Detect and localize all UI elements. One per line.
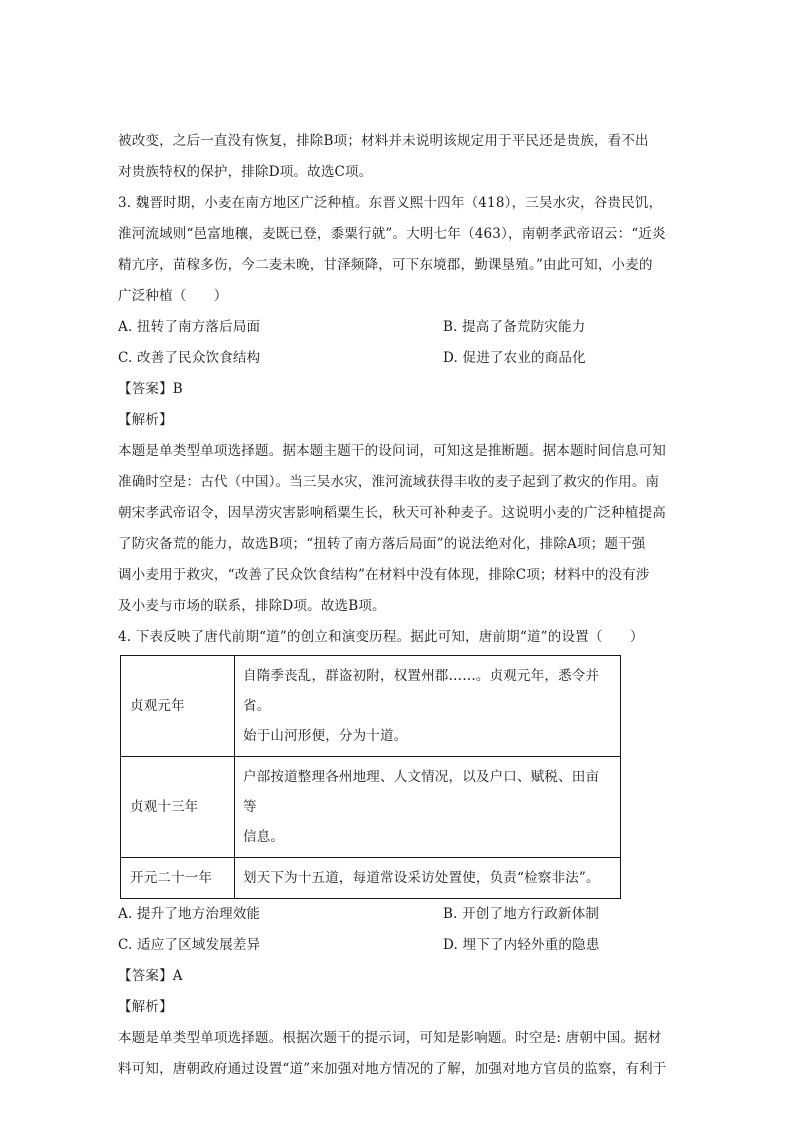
table-cell-line: 划天下为十五道，每道常设采访处置使，负责“检察非法”。 xyxy=(243,870,600,886)
question-4-stem: 4. 下表反映了唐代前期“道”的创立和演变历程。据此可知，唐前期“道”的设置（ ） xyxy=(118,629,644,645)
table-cell-line: 户部按道整理各州地理、人文情况，以及户口、赋税、田亩等 xyxy=(243,769,600,815)
table-row xyxy=(121,656,621,757)
table-cell-year: 贞观十三年 xyxy=(121,757,235,858)
question-3-options-row-2 xyxy=(118,343,678,374)
paragraph-line: 被改变，之后一直没有恢复，排除B项；材料并未说明该规定用于平民还是贵族，看不出 xyxy=(118,133,649,149)
table-cell-text xyxy=(235,757,621,858)
option-d: D. 促进了农业的商品化 xyxy=(443,350,586,366)
question-3-options-row-1 xyxy=(118,312,678,343)
table-row xyxy=(121,757,621,858)
answer-label: 【答案】B xyxy=(118,381,183,397)
option-c: C. 改善了民众饮食结构 xyxy=(118,350,261,366)
question-3-stem-line: 广泛种植（ ） xyxy=(118,288,228,304)
question-3-stem-line: 3. 魏晋时期，小麦在南方地区广泛种植。东晋义熙十四年（418），三吴水灾，谷贵民饥， xyxy=(118,195,663,211)
option-c: C. 适应了区域发展差异 xyxy=(118,937,261,953)
table-cell-year: 开元二十一年 xyxy=(121,858,235,899)
question-4-options-row-1 xyxy=(118,899,678,930)
answer-label: 【答案】A xyxy=(118,968,183,984)
analysis-line: 了防灾备荒的能力，故选B项；“扭转了南方落后局面”的说法绝对化，排除A项；题干强 xyxy=(118,536,646,552)
analysis-line: 准确时空是：古代（中国）。当三吴水灾，淮河流域获得丰收的麦子起到了救灾的作用。南 xyxy=(118,474,660,490)
question-4 xyxy=(118,622,678,1085)
paragraph-line: 对贵族特权的保护，排除D项。故选C项。 xyxy=(118,164,373,180)
analysis-label: 【解析】 xyxy=(118,412,173,428)
history-table xyxy=(120,655,621,899)
table-cell-year: 贞观元年 xyxy=(121,656,235,757)
option-b: B. 提高了备荒防灾能力 xyxy=(443,319,586,335)
analysis-line: 料可知，唐朝政府通过设置“道”来加强对地方情况的了解，加强对地方官员的监察，有利于 xyxy=(118,1061,667,1077)
table-row xyxy=(121,858,621,899)
question-3-stem-line: 精亢序，苗稼多伤，今二麦未晚，甘泽频降，可下东境郡，勤课垦殖。”由此可知，小麦的 xyxy=(118,257,653,273)
analysis-line: 及小麦与市场的联系，排除D项。故选B项。 xyxy=(118,598,386,614)
option-a: A. 提升了地方治理效能 xyxy=(118,906,261,922)
analysis-line: 朝宋孝武帝诏令，因旱涝灾害影响稻粟生长，秋天可补种麦子。这说明小麦的广泛种植提高 xyxy=(118,505,666,521)
analysis-line: 调小麦用于救灾，“改善了民众饮食结构”在材料中没有体现，排除C项；材料中的没有涉 xyxy=(118,567,650,583)
option-d: D. 埋下了内轻外重的隐患 xyxy=(443,937,600,953)
table-cell-line: 信息。 xyxy=(243,829,285,845)
table-cell-line: 始于山河形便，分为十道。 xyxy=(243,728,408,744)
question-3-stem-line: 淮河流域则“邑富地穰，麦既已登，黍粟行就”。大明七年（463），南朝孝武帝诏云：“近炎 xyxy=(118,226,666,242)
option-b: B. 开创了地方行政新体制 xyxy=(443,906,600,922)
table-cell-text xyxy=(235,858,621,899)
table-cell-text xyxy=(235,656,621,757)
question-3 xyxy=(118,188,678,622)
table-cell-line: 自隋季丧乱，群盗初附，权置州郡……。贞观元年，悉令并省。 xyxy=(243,668,600,714)
document-content xyxy=(118,126,678,1085)
question-4-options-row-2 xyxy=(118,930,678,961)
option-a: A. 扭转了南方落后局面 xyxy=(118,319,261,335)
analysis-line: 本题是单类型单项选择题。根据次题干的提示词，可知是影响题。时空是: 唐朝中国。据材 xyxy=(118,1030,662,1046)
analysis-line: 本题是单类型单项选择题。据本题主题干的设问词，可知这是推断题。据本题时间信息可知 xyxy=(118,443,666,459)
analysis-label: 【解析】 xyxy=(118,999,173,1015)
